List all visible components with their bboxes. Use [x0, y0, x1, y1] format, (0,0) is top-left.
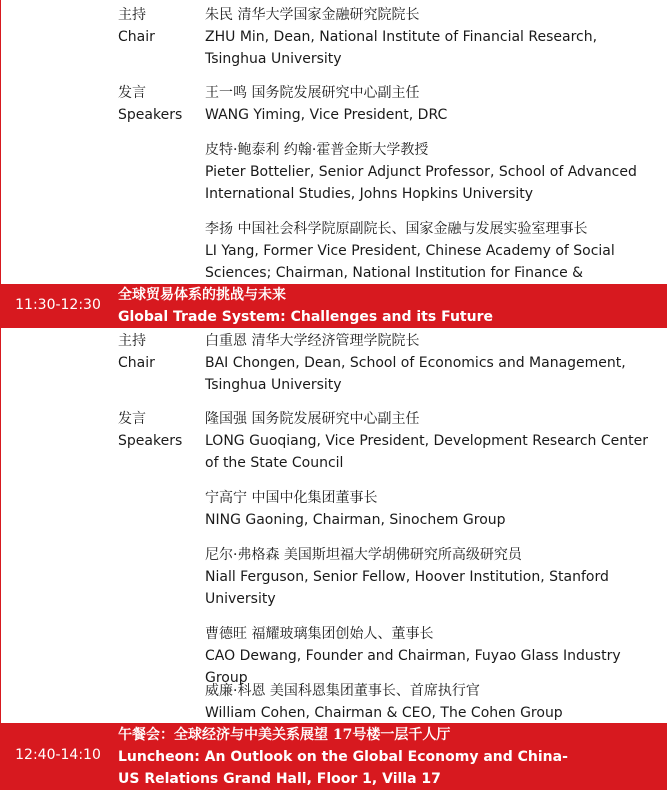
speaker-item [205, 487, 660, 531]
person-name-zh: 白重恩 清华大学经济管理学院院长 [205, 333, 420, 349]
person-name-en: ZHU Min, Dean, National Institute of Financial Research, Tsinghua University [205, 29, 598, 67]
speakers-role-1 [118, 82, 182, 126]
person-name-zh: 尼尔·弗格森 美国斯坦福大学胡佛研究所高级研究员 [205, 547, 522, 563]
person-name-zh: 威廉·科恩 美国科恩集团董事长、首席执行官 [205, 683, 480, 699]
chair-person-2 [205, 330, 660, 396]
chair-role-2 [118, 330, 155, 374]
speaker-item [205, 408, 660, 474]
speaker-item [205, 139, 660, 205]
session-time: 11:30-12:30 [15, 297, 101, 313]
person-name-en: William Cohen, Chairman & CEO, The Cohen Group [205, 705, 563, 721]
person-name-zh: 朱民 清华大学国家金融研究院院长 [205, 7, 420, 23]
person-name-en: Pieter Bottelier, Senior Adjunct Professor, School of Advanced International Studies, Johns Hopkins University [205, 164, 637, 202]
person-name-en: Niall Ferguson, Senior Fellow, Hoover Institution, Stanford University [205, 569, 609, 607]
session-title-en: Global Trade System: Challenges and its Future [118, 309, 493, 325]
session-band-1 [0, 284, 667, 328]
speaker-item [205, 82, 660, 126]
person-name-en: LI Yang, Former Vice President, Chinese Academy of Social Sciences; Chairman, National Institution for Finance & [205, 243, 615, 281]
left-border-line [0, 0, 1, 790]
speakers-label-en: Speakers [118, 433, 183, 449]
speaker-item [205, 544, 660, 610]
speaker-item [205, 680, 660, 724]
session-title-en: Luncheon: An Outlook on the Global Economy and China-US Relations Grand Hall, Floor 1, Villa 17 [118, 749, 568, 787]
person-name-en: NING Gaoning, Chairman, Sinochem Group [205, 512, 506, 528]
session-time: 12:40-14:10 [15, 747, 101, 763]
person-name-zh: 隆国强 国务院发展研究中心副主任 [205, 411, 420, 427]
person-name-zh: 李扬 中国社会科学院原副院长、国家金融与发展实验室理事长 [205, 221, 588, 237]
person-name-zh: 宁高宁 中国中化集团董事长 [205, 490, 378, 506]
chair-role-1 [118, 4, 155, 48]
speaker-item [205, 218, 660, 284]
person-name-zh: 皮特·鲍泰利 约翰·霍普金斯大学教授 [205, 142, 429, 158]
chair-label-en: Chair [118, 355, 155, 371]
chair-label-en: Chair [118, 29, 155, 45]
person-name-zh: 王一鸣 国务院发展研究中心副主任 [205, 85, 420, 101]
session-band-2 [0, 723, 667, 790]
person-name-en: LONG Guoqiang, Vice President, Development Research Center of the State Council [205, 433, 649, 471]
person-name-en: WANG Yiming, Vice President, DRC [205, 107, 448, 123]
chair-label-zh: 主持 [118, 7, 146, 23]
person-name-zh: 曹德旺 福耀玻璃集团创始人、董事长 [205, 626, 434, 642]
speakers-label-zh: 发言 [118, 85, 146, 101]
person-name-en: CAO Dewang, Founder and Chairman, Fuyao Glass Industry Group [205, 648, 621, 686]
speakers-role-2 [118, 408, 182, 452]
chair-person-1 [205, 4, 660, 70]
session-title-zh: 全球贸易体系的挑战与未来 [118, 287, 286, 303]
chair-label-zh: 主持 [118, 333, 146, 349]
person-name-en: BAI Chongen, Dean, School of Economics and Management, Tsinghua University [205, 355, 626, 393]
speakers-label-zh: 发言 [118, 411, 146, 427]
session-title-zh: 午餐会：全球经济与中美关系展望 17号楼一层千人厅 [118, 727, 451, 743]
speakers-label-en: Speakers [118, 107, 183, 123]
